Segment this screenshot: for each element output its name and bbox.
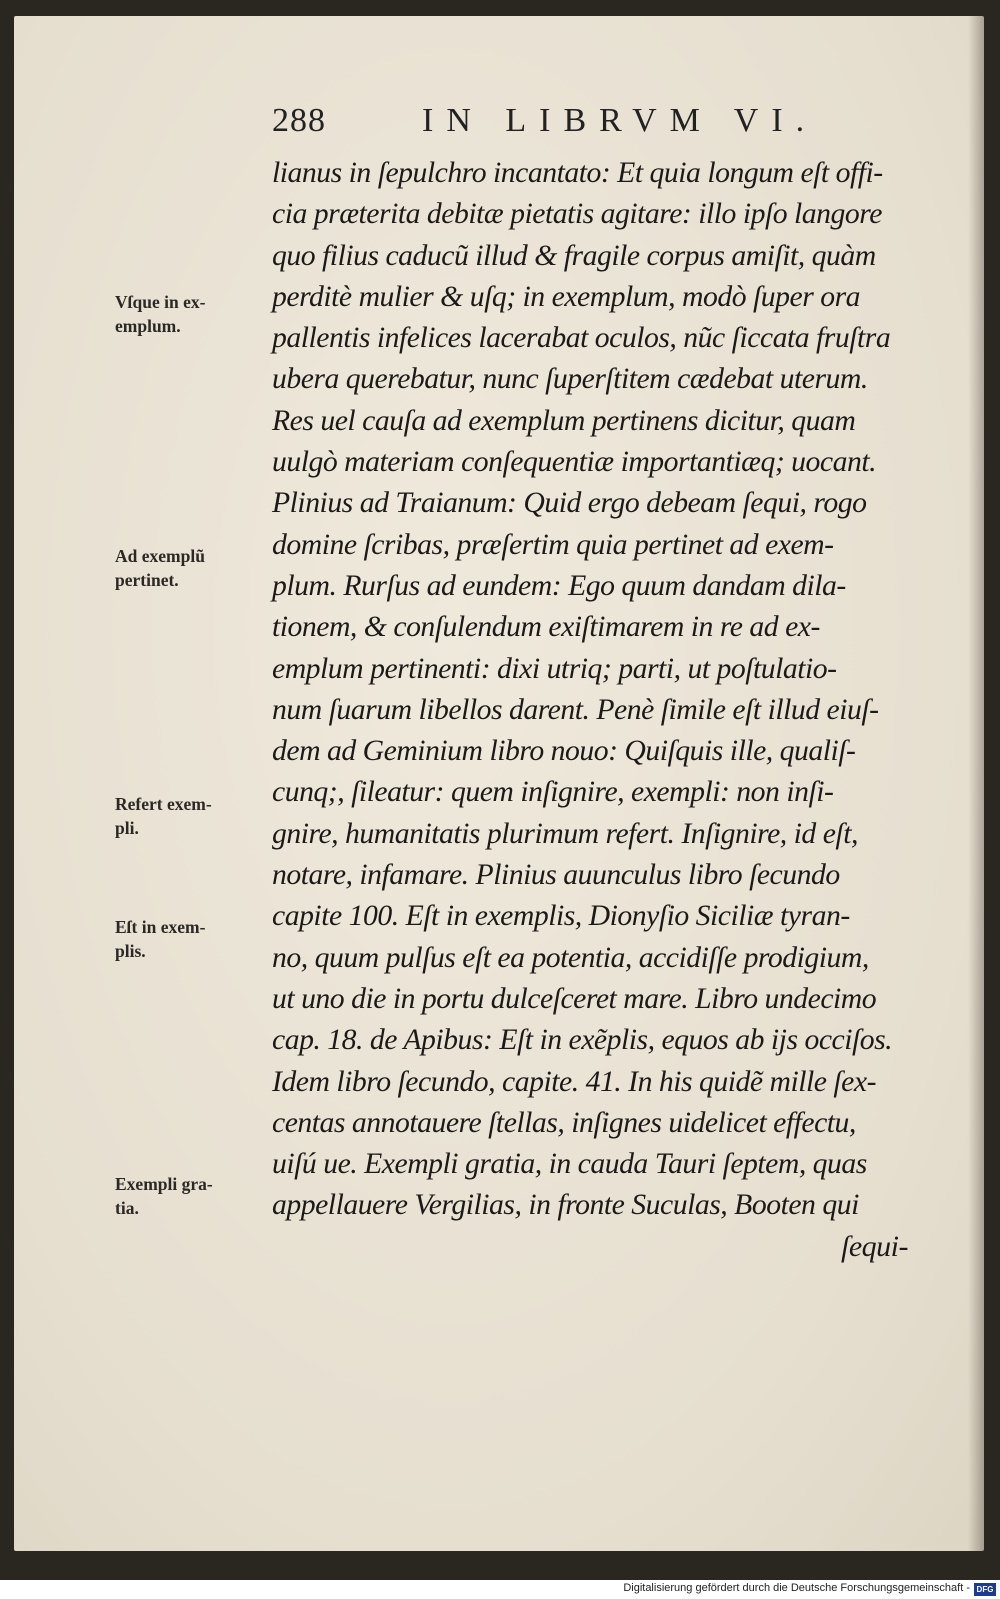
text-line: emplum pertinenti: dixi utriq; parti, ut poſtulatio- (272, 651, 837, 685)
catchword: ſequi- (841, 1229, 908, 1263)
margin-note: Ad exemplũ pertinet. (115, 546, 205, 590)
text-line: domine ſcribas, præſertim quia pertinet ad exem- (272, 527, 834, 561)
digitization-footer (0, 1580, 1000, 1599)
body-text (272, 152, 928, 1267)
margin-note: Eſt in exem- plis. (115, 917, 206, 961)
text-line: ut uno die in portu dulceſceret mare. Libro undecimo (272, 981, 877, 1015)
text-line: centas annotauere ſtellas, inſignes uidelicet effectu, (272, 1105, 856, 1139)
text-line: cap. 18. de Apibus: Eſt in exẽplis, equos ab ijs occiſos. (272, 1023, 893, 1057)
text-line: lianus in ſepulchro incantato: Et quia longum eſt offi- (272, 156, 883, 189)
text-line: dem ad Geminium libro nouo: Quiſquis ille, qualiſ- (272, 734, 856, 768)
dfg-logo-icon: DFG (974, 1583, 996, 1596)
text-line: perditè mulier & uſq; in exemplum, modò ſuper ora (272, 279, 861, 313)
text-line: no, quum pulſus eſt ea potentia, accidiſſe prodigium, (272, 940, 869, 974)
spine-shadow (968, 16, 984, 1551)
text-line: quo filius caducũ illud & fragile corpus amiſit, quàm (272, 238, 876, 272)
text-line: gnire, humanitatis plurimum refert. Inſignire, id eſt, (272, 816, 858, 850)
text-line: tionem, & conſulendum exiſtimarem in re ad ex- (272, 610, 820, 644)
margin-note: Vſque in ex- emplum. (115, 292, 206, 336)
text-line: Res uel cauſa ad exemplum pertinens dicitur, quam (272, 403, 856, 437)
funding-credit: Digitalisierung gefördert durch die Deutsche Forschungsgemeinschaft - (623, 1582, 970, 1594)
margin-note: Exempli gra- tia. (115, 1174, 213, 1218)
page-number: 288 (272, 102, 326, 139)
running-title: IN LIBRVM VI. (422, 102, 818, 139)
text-line: pallentis infelices lacerabat oculos, nũc ſiccata fruſtra (272, 321, 891, 355)
text-line: uulgò materiam conſequentiæ importantiæq; uocant. (272, 445, 877, 479)
text-line: appellauere Vergilias, in fronte Suculas, Booten qui (272, 1188, 859, 1222)
text-line: notare, infamare. Plinius auunculus libro ſecundo (272, 858, 840, 892)
text-line: cunq;, ſileatur: quem inſignire, exempli: non inſi- (272, 775, 834, 809)
text-line: ubera querebatur, nunc ſuperſtitem cædebat uterum. (272, 362, 868, 396)
text-line: plum. Rurſus ad eundem: Ego quum dandam dila- (272, 568, 846, 602)
text-line: num ſuarum libellos darent. Penè ſimile eſt illud eiuſ- (272, 692, 879, 726)
text-line: uiſú ue. Exempli gratia, in cauda Tauri ſeptem, quas (272, 1147, 867, 1181)
text-line: Idem libro ſecundo, capite. 41. In his quidẽ mille ſex- (272, 1064, 876, 1098)
page-header (272, 102, 912, 146)
text-line: capite 100. Eſt in exemplis, Dionyſio Siciliæ tyran- (272, 899, 850, 933)
text-line: Plinius ad Traianum: Quid ergo debeam ſequi, rogo (272, 486, 867, 520)
text-line: cia præterita debitæ pietatis agitare: illo ipſo langore (272, 197, 882, 231)
margin-note: Refert exem- pli. (115, 794, 212, 838)
